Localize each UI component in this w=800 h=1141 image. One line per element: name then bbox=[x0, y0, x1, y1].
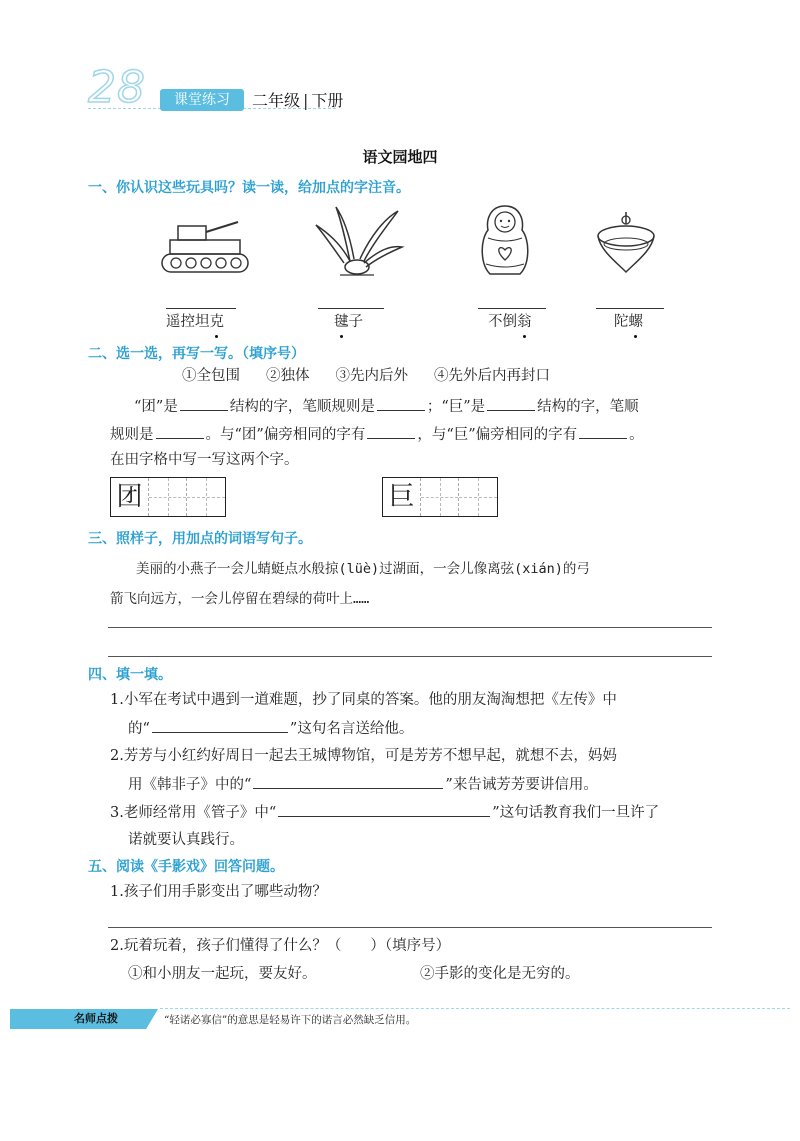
q4-1-line-1: 1.小军在考试中遇到一道难题，抄了同桌的答案。他的朋友淘淘想把《左传》中 bbox=[110, 692, 617, 708]
section-2-heading: 二、选一选，再写一写。（填序号） bbox=[88, 346, 305, 362]
section-1-heading: 一、你认识这些玩具吗？读一读，给加点的字注音。 bbox=[88, 180, 410, 196]
toy-3-answer-line[interactable] bbox=[478, 308, 546, 309]
tian-grid-tuan[interactable] bbox=[110, 477, 226, 517]
q5-2: 2.玩着玩着，孩子们懂得了什么？（ ）（填序号） bbox=[110, 938, 451, 954]
grid-char-tuan: 团 bbox=[111, 478, 149, 516]
spinning-top-icon bbox=[594, 210, 658, 276]
exercise-tag: 课堂练习 bbox=[160, 89, 244, 111]
q4-3-line-1: 3.老师经常用《管子》中“ ”这句话教育我们一旦许了 bbox=[110, 802, 659, 823]
teacher-tip: “轻诺必寡信”的意思是轻易许下的诺言必然缺乏信用。 bbox=[164, 1014, 417, 1026]
toy-1-answer-line[interactable] bbox=[166, 308, 236, 309]
tumbler-doll-icon bbox=[474, 202, 536, 280]
toy-3-name: 不倒翁 bbox=[488, 314, 532, 330]
blank-ju-order[interactable] bbox=[156, 424, 204, 439]
q5-1: 1.孩子们用手影变出了哪些动物？ bbox=[110, 884, 327, 900]
q4-2-line-2: 用《韩非子》中的“ ”来告诫芳芳要讲信用。 bbox=[128, 774, 598, 795]
blank-tuan-structure[interactable] bbox=[180, 396, 228, 411]
blank-tuan-order[interactable] bbox=[377, 396, 425, 411]
example-line-2: 箭飞向远方，一会儿停留在碧绿的荷叶上…… bbox=[110, 591, 370, 607]
footer-label: 名师点拨 bbox=[74, 1012, 118, 1025]
answer-line-1[interactable] bbox=[108, 627, 712, 628]
toy-4-name: 陀螺 bbox=[614, 314, 643, 330]
grade-label: 二年级 | 下册 bbox=[252, 91, 344, 110]
tian-grid-ju[interactable] bbox=[382, 477, 498, 517]
page-number: 28 bbox=[88, 62, 146, 113]
volume: 下册 bbox=[311, 91, 344, 110]
toy-2-answer-line[interactable] bbox=[318, 308, 384, 309]
structure-options bbox=[182, 366, 702, 386]
blank-ju-structure[interactable] bbox=[487, 396, 535, 411]
option-1: ①全包围 bbox=[182, 368, 240, 384]
blank-tuan-radical-chars[interactable] bbox=[367, 424, 415, 439]
q5-2-option-2: ②手影的变化是无穷的。 bbox=[420, 966, 580, 982]
fill-line-1: “团”是 结构的字，笔顺规则是 ；“巨”是 结构的字，笔顺 bbox=[134, 396, 734, 417]
answer-line-q5-1[interactable] bbox=[108, 927, 712, 928]
example-sentence bbox=[110, 554, 716, 614]
q4-3-line-2: 诺就要认真践行。 bbox=[128, 832, 244, 848]
fill-line-2: 规则是 。与“团”偏旁相同的字有 ，与“巨”偏旁相同的字有 。 bbox=[110, 424, 730, 445]
blank-zuozhuan-quote[interactable] bbox=[152, 718, 288, 733]
grid-cell[interactable] bbox=[149, 478, 187, 516]
q5-2-option-1: ①和小朋友一起玩，要友好。 bbox=[128, 966, 317, 982]
grid-instruction: 在田字格中写一写这两个字。 bbox=[110, 452, 299, 468]
q4-1-line-2: 的“ ”这句名言送给他。 bbox=[128, 718, 413, 739]
grid-cell[interactable] bbox=[459, 478, 497, 516]
page-title: 语文园地四 bbox=[362, 148, 438, 166]
blank-hanfeizi-quote[interactable] bbox=[253, 774, 443, 789]
grade: 二年级 bbox=[252, 91, 301, 110]
q4-2-line-1: 2.芳芳与小红约好周日一起去王城博物馆，可是芳芳不想早起，就想不去，妈妈 bbox=[110, 748, 617, 764]
blank-ju-radical-chars[interactable] bbox=[579, 424, 627, 439]
example-line-1: 美丽的小燕子一会儿蜻蜓点水般掠(lüè)过湖面，一会儿像离弦(xián)的弓 bbox=[136, 561, 590, 577]
section-5-heading: 五、阅读《手影戏》回答问题。 bbox=[88, 859, 284, 875]
answer-line-2[interactable] bbox=[108, 656, 712, 657]
grid-cell[interactable] bbox=[187, 478, 225, 516]
grid-cell[interactable] bbox=[421, 478, 459, 516]
shuttlecock-icon bbox=[310, 203, 406, 279]
toy-1-name: 遥控坦克 bbox=[166, 314, 224, 330]
grid-char-ju: 巨 bbox=[383, 478, 421, 516]
section-4-heading: 四、填一填。 bbox=[88, 667, 172, 683]
tank-toy-icon bbox=[160, 208, 250, 278]
option-3: ③先内后外 bbox=[335, 368, 408, 384]
section-3-heading: 三、照样子，用加点的词语写句子。 bbox=[88, 531, 312, 547]
toy-4-answer-line[interactable] bbox=[596, 308, 664, 309]
footer-divider bbox=[160, 1008, 790, 1009]
option-2: ②独体 bbox=[266, 368, 310, 384]
blank-guanzi-quote[interactable] bbox=[278, 802, 490, 817]
toy-2-name: 毽子 bbox=[334, 314, 363, 330]
option-4: ④先外后内再封口 bbox=[434, 368, 550, 384]
